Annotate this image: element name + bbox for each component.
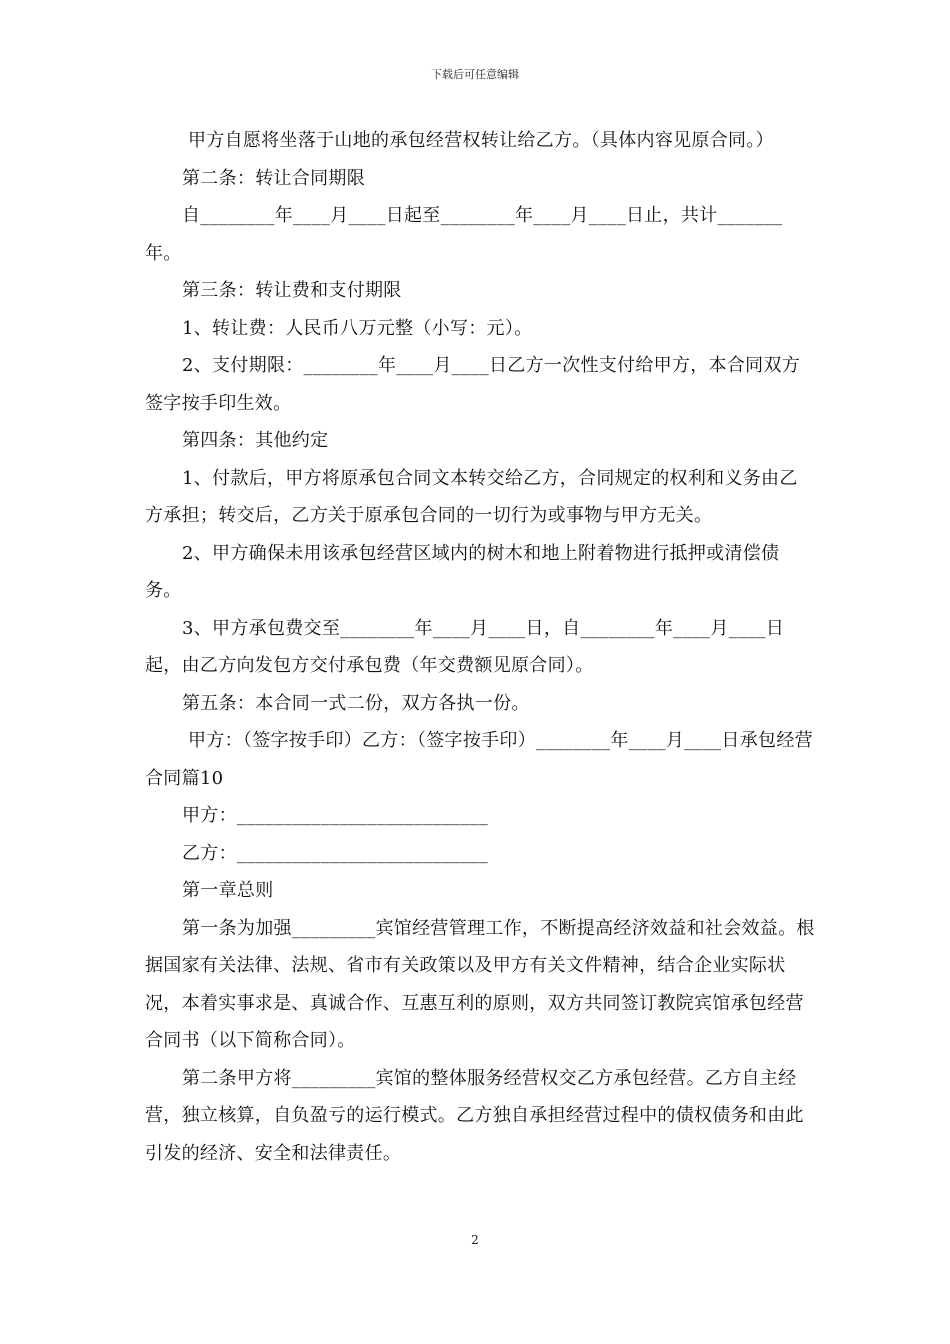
document-body (145, 122, 815, 1172)
paragraph: 乙方：___________________________ (182, 842, 488, 864)
paragraph: 2、甲方确保未用该承包经营区域内的树木和地上附着物进行抵押或清偿债务。 (145, 542, 780, 601)
paragraph: 3、甲方承包费交至________年____月____日，自________年____月____日起，由乙方向发包方交付承包费（年交费额见原合同）。 (145, 617, 785, 676)
page-number: 2 (471, 1233, 479, 1247)
paragraph: 1、转让费：人民币八万元整（小写：元）。 (182, 317, 533, 339)
paragraph: 第一条为加强_________宾馆经营管理工作，不断提高经济效益和社会效益。根据国家有关法律、法规、省市有关政策以及甲方有关文件精神，结合企业实际状况，本着实事求是、真诚合作、互惠互利的原则，双方共同签订教院宾馆承包经营合同书（以下简称合同）。 (145, 917, 815, 1051)
paragraph: 2、支付期限：________年____月____日乙方一次性支付给甲方，本合同双方签字按手印生效。 (145, 355, 801, 414)
paragraph: 1、付款后，甲方将原承包合同文本转交给乙方，合同规定的权利和义务由乙方承担；转交后，乙方关于原承包合同的一切行为或事物与甲方无关。 (145, 467, 798, 526)
page-header: 下载后可任意编辑 (431, 68, 519, 81)
paragraph: 甲方：（签字按手印）乙方：（签字按手印）________年____月____日承包经营合同篇10 (145, 730, 813, 789)
paragraph: 第一章总则 (182, 880, 274, 901)
paragraph: 甲方自愿将坐落于山地的承包经营权转让给乙方。（具体内容见原合同。） (182, 130, 774, 151)
paragraph: 第五条：本合同一式二份，双方各执一份。 (182, 692, 530, 714)
paragraph: 第二条：转让合同期限 (182, 167, 365, 189)
paragraph: 自________年____月____日起至________年____月____日止，共计_______年。 (145, 205, 783, 264)
paragraph: 第四条：其他约定 (182, 430, 329, 451)
paragraph: 甲方：___________________________ (182, 805, 488, 826)
paragraph: 第二条甲方将_________宾馆的整体服务经营权交乙方承包经营。乙方自主经营，独立核算，自负盈亏的运行模式。乙方独自承担经营过程中的债权债务和由此引发的经济、安全和法律责任。 (145, 1067, 804, 1164)
paragraph: 第三条：转让费和支付期限 (182, 280, 402, 301)
